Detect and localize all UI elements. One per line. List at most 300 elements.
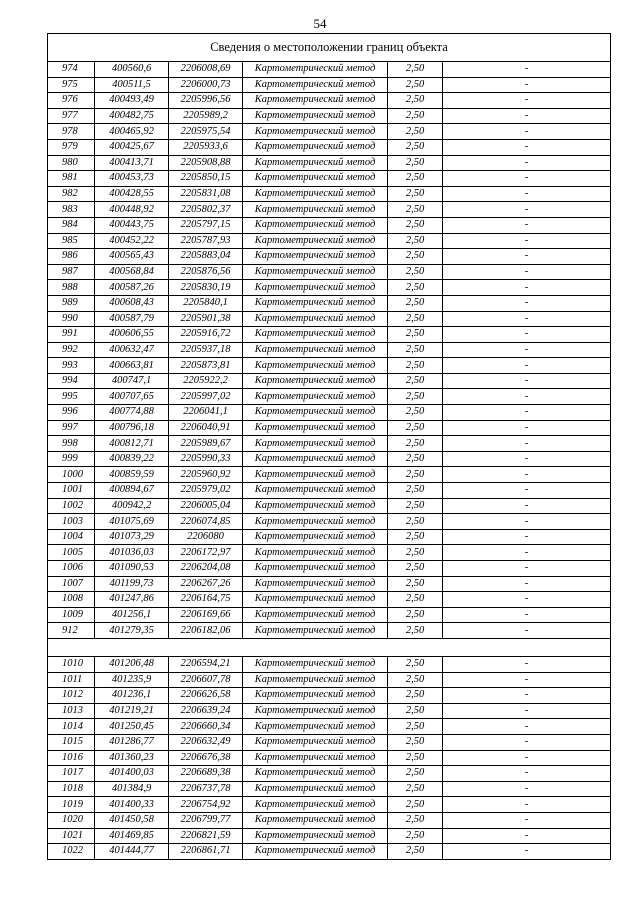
- table-row: [48, 750, 611, 766]
- method-cell: Картометрический метод: [243, 93, 388, 109]
- coord-y: 2205960,92: [169, 467, 243, 483]
- accuracy-cell: 2,50: [388, 576, 443, 592]
- description-cell: -: [443, 420, 611, 436]
- coord-y: 2206861,71: [169, 844, 243, 860]
- method-cell: Картометрический метод: [243, 592, 388, 608]
- coord-y: 2205990,33: [169, 451, 243, 467]
- coord-x: 400587,79: [95, 311, 169, 327]
- point-number: 1019: [48, 797, 95, 813]
- description-cell: -: [443, 139, 611, 155]
- method-cell: Картометрический метод: [243, 719, 388, 735]
- method-cell: Картометрический метод: [243, 62, 388, 78]
- coord-x: 400942,2: [95, 498, 169, 514]
- coord-y: 2205997,02: [169, 389, 243, 405]
- coord-y: 2206594,21: [169, 656, 243, 672]
- description-cell: -: [443, 93, 611, 109]
- point-number: 1013: [48, 703, 95, 719]
- method-cell: Картометрический метод: [243, 545, 388, 561]
- table-row: [48, 280, 611, 296]
- table-row: [48, 93, 611, 109]
- point-number: 1020: [48, 812, 95, 828]
- coord-x: 400663,81: [95, 358, 169, 374]
- coord-y: 2205922,2: [169, 373, 243, 389]
- coord-y: 2206182,06: [169, 623, 243, 639]
- coord-y: 2205850,15: [169, 171, 243, 187]
- coord-y: 2206821,59: [169, 828, 243, 844]
- table-row: [48, 358, 611, 374]
- coord-x: 401256,1: [95, 607, 169, 623]
- description-cell: -: [443, 483, 611, 499]
- method-cell: Картометрический метод: [243, 750, 388, 766]
- accuracy-cell: 2,50: [388, 561, 443, 577]
- method-cell: Картометрический метод: [243, 373, 388, 389]
- table-row: [48, 139, 611, 155]
- table-row: [48, 155, 611, 171]
- point-number: 1006: [48, 561, 95, 577]
- coord-y: 2205975,54: [169, 124, 243, 140]
- coord-y: 2205916,72: [169, 327, 243, 343]
- coord-y: 2206689,38: [169, 766, 243, 782]
- accuracy-cell: 2,50: [388, 311, 443, 327]
- accuracy-cell: 2,50: [388, 171, 443, 187]
- accuracy-cell: 2,50: [388, 405, 443, 421]
- description-cell: -: [443, 797, 611, 813]
- point-number: 975: [48, 77, 95, 93]
- coord-x: 400774,88: [95, 405, 169, 421]
- accuracy-cell: 2,50: [388, 358, 443, 374]
- point-number: 1001: [48, 483, 95, 499]
- point-number: 989: [48, 295, 95, 311]
- coord-x: 400413,71: [95, 155, 169, 171]
- coord-y: 2206660,34: [169, 719, 243, 735]
- method-cell: Картометрический метод: [243, 623, 388, 639]
- description-cell: -: [443, 311, 611, 327]
- method-cell: Картометрический метод: [243, 483, 388, 499]
- description-cell: -: [443, 844, 611, 860]
- coord-x: 401250,45: [95, 719, 169, 735]
- description-cell: -: [443, 233, 611, 249]
- description-cell: -: [443, 529, 611, 545]
- coord-y: 2205802,37: [169, 202, 243, 218]
- table-row: [48, 672, 611, 688]
- description-cell: -: [443, 828, 611, 844]
- coord-x: 401090,53: [95, 561, 169, 577]
- accuracy-cell: 2,50: [388, 249, 443, 265]
- point-number: 1012: [48, 688, 95, 704]
- coord-x: 401235,9: [95, 672, 169, 688]
- coord-x: 400894,67: [95, 483, 169, 499]
- point-number: 980: [48, 155, 95, 171]
- accuracy-cell: 2,50: [388, 139, 443, 155]
- point-number: 992: [48, 342, 95, 358]
- method-cell: Картометрический метод: [243, 311, 388, 327]
- coord-y: 2206607,78: [169, 672, 243, 688]
- point-number: 990: [48, 311, 95, 327]
- accuracy-cell: 2,50: [388, 108, 443, 124]
- point-number: 984: [48, 217, 95, 233]
- description-cell: -: [443, 249, 611, 265]
- point-number: 993: [48, 358, 95, 374]
- table-row: [48, 781, 611, 797]
- coord-y: 2206639,24: [169, 703, 243, 719]
- method-cell: Картометрический метод: [243, 405, 388, 421]
- coord-x: 401075,69: [95, 514, 169, 530]
- point-number: 1003: [48, 514, 95, 530]
- method-cell: Картометрический метод: [243, 420, 388, 436]
- coord-x: 400839,22: [95, 451, 169, 467]
- coord-y: 2206041,1: [169, 405, 243, 421]
- description-cell: -: [443, 766, 611, 782]
- point-number: 983: [48, 202, 95, 218]
- coord-x: 400606,55: [95, 327, 169, 343]
- accuracy-cell: 2,50: [388, 498, 443, 514]
- accuracy-cell: 2,50: [388, 295, 443, 311]
- method-cell: Картометрический метод: [243, 327, 388, 343]
- point-number: 995: [48, 389, 95, 405]
- coord-y: 2205979,02: [169, 483, 243, 499]
- description-cell: -: [443, 451, 611, 467]
- point-number: 991: [48, 327, 95, 343]
- separator-cell: [48, 638, 611, 656]
- description-cell: -: [443, 155, 611, 171]
- accuracy-cell: 2,50: [388, 703, 443, 719]
- coord-x: 401219,21: [95, 703, 169, 719]
- point-number: 999: [48, 451, 95, 467]
- accuracy-cell: 2,50: [388, 734, 443, 750]
- coord-y: 2206626,58: [169, 688, 243, 704]
- table-row: [48, 529, 611, 545]
- accuracy-cell: 2,50: [388, 844, 443, 860]
- method-cell: Картометрический метод: [243, 217, 388, 233]
- accuracy-cell: 2,50: [388, 373, 443, 389]
- method-cell: Картометрический метод: [243, 561, 388, 577]
- point-number: 996: [48, 405, 95, 421]
- accuracy-cell: 2,50: [388, 202, 443, 218]
- coord-y: 2206005,04: [169, 498, 243, 514]
- coord-y: 2206080: [169, 529, 243, 545]
- method-cell: Картометрический метод: [243, 514, 388, 530]
- description-cell: -: [443, 623, 611, 639]
- coord-x: 400465,92: [95, 124, 169, 140]
- coord-y: 2206074,85: [169, 514, 243, 530]
- point-number: 981: [48, 171, 95, 187]
- boundary-table-container: [47, 33, 610, 860]
- coord-x: 401444,77: [95, 844, 169, 860]
- description-cell: -: [443, 703, 611, 719]
- coord-y: 2205996,56: [169, 93, 243, 109]
- method-cell: Картометрический метод: [243, 186, 388, 202]
- point-number: 979: [48, 139, 95, 155]
- description-cell: -: [443, 561, 611, 577]
- method-cell: Картометрический метод: [243, 688, 388, 704]
- coord-x: 400565,43: [95, 249, 169, 265]
- point-number: 1004: [48, 529, 95, 545]
- description-cell: -: [443, 171, 611, 187]
- method-cell: Картометрический метод: [243, 108, 388, 124]
- accuracy-cell: 2,50: [388, 124, 443, 140]
- coord-x: 400511,5: [95, 77, 169, 93]
- point-number: 977: [48, 108, 95, 124]
- table-row: [48, 719, 611, 735]
- description-cell: -: [443, 514, 611, 530]
- point-number: 986: [48, 249, 95, 265]
- table-row: [48, 514, 611, 530]
- table-row: [48, 623, 611, 639]
- coord-y: 2206632,49: [169, 734, 243, 750]
- coord-x: 401247,86: [95, 592, 169, 608]
- coord-x: 400608,43: [95, 295, 169, 311]
- table-row: [48, 108, 611, 124]
- description-cell: -: [443, 202, 611, 218]
- coord-x: 401236,1: [95, 688, 169, 704]
- accuracy-cell: 2,50: [388, 451, 443, 467]
- table-row: [48, 295, 611, 311]
- point-number: 1008: [48, 592, 95, 608]
- table-row: [48, 327, 611, 343]
- coord-y: 2206204,08: [169, 561, 243, 577]
- method-cell: Картометрический метод: [243, 295, 388, 311]
- accuracy-cell: 2,50: [388, 514, 443, 530]
- table-row: [48, 342, 611, 358]
- method-cell: Картометрический метод: [243, 576, 388, 592]
- coord-x: 400747,1: [95, 373, 169, 389]
- coord-x: 400812,71: [95, 436, 169, 452]
- description-cell: -: [443, 62, 611, 78]
- method-cell: Картометрический метод: [243, 734, 388, 750]
- method-cell: Картометрический метод: [243, 529, 388, 545]
- coord-x: 401360,23: [95, 750, 169, 766]
- point-number: 994: [48, 373, 95, 389]
- coord-y: 2205831,08: [169, 186, 243, 202]
- method-cell: Картометрический метод: [243, 389, 388, 405]
- coord-y: 2206267,26: [169, 576, 243, 592]
- coord-y: 2205873,81: [169, 358, 243, 374]
- coord-y: 2206799,77: [169, 812, 243, 828]
- table-row: [48, 797, 611, 813]
- point-number: 1007: [48, 576, 95, 592]
- description-cell: -: [443, 280, 611, 296]
- method-cell: Картометрический метод: [243, 797, 388, 813]
- point-number: 978: [48, 124, 95, 140]
- point-number: 912: [48, 623, 95, 639]
- coord-x: 401199,73: [95, 576, 169, 592]
- coord-x: 400428,55: [95, 186, 169, 202]
- point-number: 974: [48, 62, 95, 78]
- coord-x: 400707,65: [95, 389, 169, 405]
- coord-y: 2205830,19: [169, 280, 243, 296]
- accuracy-cell: 2,50: [388, 186, 443, 202]
- coord-y: 2206169,66: [169, 607, 243, 623]
- method-cell: Картометрический метод: [243, 171, 388, 187]
- coord-y: 2205989,2: [169, 108, 243, 124]
- coord-y: 2206008,69: [169, 62, 243, 78]
- table-row: [48, 77, 611, 93]
- description-cell: -: [443, 812, 611, 828]
- table-row: [48, 420, 611, 436]
- point-number: 976: [48, 93, 95, 109]
- method-cell: Картометрический метод: [243, 139, 388, 155]
- method-cell: Картометрический метод: [243, 155, 388, 171]
- table-row: [48, 202, 611, 218]
- method-cell: Картометрический метод: [243, 656, 388, 672]
- point-number: 1018: [48, 781, 95, 797]
- method-cell: Картометрический метод: [243, 342, 388, 358]
- accuracy-cell: 2,50: [388, 155, 443, 171]
- coord-x: 401073,29: [95, 529, 169, 545]
- method-cell: Картометрический метод: [243, 264, 388, 280]
- table-row: [48, 389, 611, 405]
- table-row: [48, 688, 611, 704]
- point-number: 1022: [48, 844, 95, 860]
- coord-y: 2205933,6: [169, 139, 243, 155]
- method-cell: Картометрический метод: [243, 607, 388, 623]
- section-title: Сведения о местоположении границ объекта: [48, 34, 611, 62]
- coord-x: 400482,75: [95, 108, 169, 124]
- table-row: [48, 171, 611, 187]
- point-number: 985: [48, 233, 95, 249]
- method-cell: Картометрический метод: [243, 280, 388, 296]
- coord-x: 401384,9: [95, 781, 169, 797]
- coord-x: 401400,33: [95, 797, 169, 813]
- boundary-coordinates-table: [47, 33, 611, 860]
- point-number: 988: [48, 280, 95, 296]
- point-number: 1005: [48, 545, 95, 561]
- coord-y: 2205876,56: [169, 264, 243, 280]
- table-row: [48, 656, 611, 672]
- coord-y: 2205908,88: [169, 155, 243, 171]
- accuracy-cell: 2,50: [388, 750, 443, 766]
- description-cell: -: [443, 467, 611, 483]
- table-row: [48, 766, 611, 782]
- description-cell: -: [443, 358, 611, 374]
- coord-y: 2206737,78: [169, 781, 243, 797]
- point-number: 1002: [48, 498, 95, 514]
- coord-x: 400448,92: [95, 202, 169, 218]
- description-cell: -: [443, 719, 611, 735]
- method-cell: Картометрический метод: [243, 358, 388, 374]
- table-row: [48, 373, 611, 389]
- point-number: 1009: [48, 607, 95, 623]
- accuracy-cell: 2,50: [388, 217, 443, 233]
- method-cell: Картометрический метод: [243, 202, 388, 218]
- accuracy-cell: 2,50: [388, 781, 443, 797]
- point-number: 1015: [48, 734, 95, 750]
- method-cell: Картометрический метод: [243, 812, 388, 828]
- method-cell: Картометрический метод: [243, 766, 388, 782]
- accuracy-cell: 2,50: [388, 233, 443, 249]
- accuracy-cell: 2,50: [388, 812, 443, 828]
- table-row: [48, 812, 611, 828]
- table-row: [48, 498, 611, 514]
- accuracy-cell: 2,50: [388, 389, 443, 405]
- coord-x: 401469,85: [95, 828, 169, 844]
- table-row: [48, 249, 611, 265]
- table-row: [48, 703, 611, 719]
- coord-x: 400425,67: [95, 139, 169, 155]
- table-row: [48, 467, 611, 483]
- description-cell: -: [443, 264, 611, 280]
- point-number: 1011: [48, 672, 95, 688]
- method-cell: Картометрический метод: [243, 498, 388, 514]
- point-number: 982: [48, 186, 95, 202]
- method-cell: Картометрический метод: [243, 124, 388, 140]
- method-cell: Картометрический метод: [243, 703, 388, 719]
- description-cell: -: [443, 327, 611, 343]
- coord-x: 400452,22: [95, 233, 169, 249]
- accuracy-cell: 2,50: [388, 688, 443, 704]
- table-row: [48, 483, 611, 499]
- accuracy-cell: 2,50: [388, 62, 443, 78]
- accuracy-cell: 2,50: [388, 672, 443, 688]
- coord-y: 2206172,97: [169, 545, 243, 561]
- coord-x: 401286,77: [95, 734, 169, 750]
- coord-y: 2205989,67: [169, 436, 243, 452]
- description-cell: -: [443, 734, 611, 750]
- description-cell: -: [443, 77, 611, 93]
- point-number: 998: [48, 436, 95, 452]
- description-cell: -: [443, 781, 611, 797]
- coord-x: 400796,18: [95, 420, 169, 436]
- point-number: 1017: [48, 766, 95, 782]
- description-cell: -: [443, 545, 611, 561]
- table-row: [48, 607, 611, 623]
- coord-y: 2206164,75: [169, 592, 243, 608]
- coord-y: 2205901,38: [169, 311, 243, 327]
- coord-y: 2205787,93: [169, 233, 243, 249]
- method-cell: Картометрический метод: [243, 249, 388, 265]
- coord-x: 401036,03: [95, 545, 169, 561]
- coord-x: 400632,47: [95, 342, 169, 358]
- table-row: [48, 311, 611, 327]
- method-cell: Картометрический метод: [243, 436, 388, 452]
- table-body: [48, 62, 611, 860]
- description-cell: -: [443, 217, 611, 233]
- table-row: [48, 592, 611, 608]
- table-row: [48, 844, 611, 860]
- table-row: [48, 576, 611, 592]
- point-number: 1016: [48, 750, 95, 766]
- coord-x: 400560,6: [95, 62, 169, 78]
- method-cell: Картометрический метод: [243, 233, 388, 249]
- coord-x: 401279,35: [95, 623, 169, 639]
- accuracy-cell: 2,50: [388, 467, 443, 483]
- accuracy-cell: 2,50: [388, 327, 443, 343]
- coord-x: 401400,03: [95, 766, 169, 782]
- table-row: [48, 405, 611, 421]
- accuracy-cell: 2,50: [388, 529, 443, 545]
- accuracy-cell: 2,50: [388, 93, 443, 109]
- accuracy-cell: 2,50: [388, 607, 443, 623]
- description-cell: -: [443, 576, 611, 592]
- accuracy-cell: 2,50: [388, 342, 443, 358]
- description-cell: -: [443, 607, 611, 623]
- description-cell: -: [443, 405, 611, 421]
- table-title-row: [48, 34, 611, 62]
- method-cell: Картометрический метод: [243, 672, 388, 688]
- accuracy-cell: 2,50: [388, 545, 443, 561]
- description-cell: -: [443, 295, 611, 311]
- description-cell: -: [443, 108, 611, 124]
- accuracy-cell: 2,50: [388, 797, 443, 813]
- accuracy-cell: 2,50: [388, 280, 443, 296]
- coord-x: 400443,75: [95, 217, 169, 233]
- table-row: [48, 436, 611, 452]
- description-cell: -: [443, 750, 611, 766]
- coord-x: 400493,49: [95, 93, 169, 109]
- table-row: [48, 217, 611, 233]
- method-cell: Картометрический метод: [243, 451, 388, 467]
- table-row: [48, 451, 611, 467]
